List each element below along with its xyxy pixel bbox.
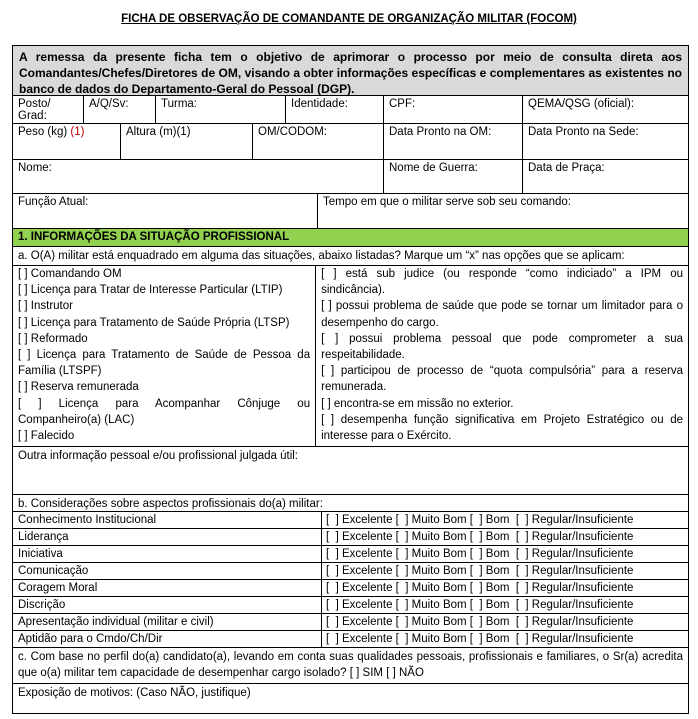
attribute-label: Aptidão para o Cmdo/Ch/Dir: [18, 633, 163, 645]
rating-options[interactable]: [ ] Excelente [ ] Muito Bom [ ] Bom [ ] Regular/Insuficiente: [321, 597, 633, 613]
attribute-row: [13, 563, 688, 580]
question-b: b. Considerações sobre aspectos profissionais do(a) militar:: [13, 495, 688, 512]
attribute-row: [13, 546, 688, 563]
question-a: a. O(A) militar está enquadrado em alguma das situações, abaixo listadas? Marque um “x” nas opções que se aplicam:: [13, 247, 688, 266]
row-names: [13, 160, 688, 194]
right-options-column: [316, 266, 688, 446]
row-function: [13, 194, 688, 229]
altura-field[interactable]: Altura (m)(1): [120, 124, 252, 159]
attribute-label: Discrição: [18, 599, 66, 611]
cpf-field[interactable]: CPF:: [383, 96, 522, 123]
attribute-label: Conhecimento Institucional: [18, 514, 157, 526]
option-ltspf[interactable]: [ ] Licença para Tratamento de Saúde de Pessoa da Família (LTSPF): [18, 349, 311, 378]
focom-form: [12, 45, 689, 714]
rating-options[interactable]: [ ] Excelente [ ] Muito Bom [ ] Bom [ ] Regular/Insuficiente: [321, 546, 633, 562]
data-praca-field[interactable]: Data de Praça:: [522, 160, 690, 193]
option-instrutor[interactable]: [ ] Instrutor: [18, 300, 73, 313]
rating-options[interactable]: [ ] Excelente [ ] Muito Bom [ ] Bom [ ] Regular/Insuficiente: [321, 631, 633, 647]
attribute-label: Coragem Moral: [18, 582, 98, 594]
attribute-row: [13, 614, 688, 631]
rating-options[interactable]: [ ] Excelente [ ] Muito Bom [ ] Bom [ ] Regular/Insuficiente: [321, 529, 633, 545]
option-lac[interactable]: [ ] Licença para Acompanhar Cônjuge ou Companheiro(a) (LAC): [18, 397, 311, 426]
attribute-row: [13, 529, 688, 546]
option-missao-exterior[interactable]: [ ] encontra-se em missão no exterior.: [321, 397, 514, 410]
row-identification: [13, 96, 688, 124]
attribute-label: Liderança: [18, 531, 69, 543]
om-field[interactable]: OM/CODOM:: [252, 124, 383, 159]
peso-footnote-ref: (1): [70, 126, 85, 138]
aqsv-field[interactable]: A/Q/Sv:: [83, 96, 155, 123]
option-sub-judice[interactable]: [ ] está sub judice (ou responde “como indiciado” a IPM ou sindicância).: [321, 268, 683, 297]
pronto-sede-field[interactable]: Data Pronto na Sede:: [522, 124, 690, 159]
option-problema-pessoal[interactable]: [ ] possui problema pessoal que pode comprometer a sua respeitabilidade.: [321, 332, 683, 362]
intro-text: A remessa da presente ficha tem o objetivo de aprimorar o processo por meio de consulta direta aos Comandantes/Chefes/Diretores de OM, visando a obter informações específicas e complementares as existentes no banco de dados do Departamento-Geral do Pessoal (DGP).: [13, 46, 688, 96]
rating-options[interactable]: [ ] Excelente [ ] Muito Bom [ ] Bom [ ] Regular/Insuficiente: [321, 614, 633, 630]
tempo-comando-field[interactable]: Tempo em que o militar serve sob seu comando:: [317, 194, 690, 228]
option-problema-saude[interactable]: [ ] possui problema de saúde que pode se tornar um limitador para o desempenho do cargo.: [321, 300, 683, 329]
rating-options[interactable]: [ ] Excelente [ ] Muito Bom [ ] Bom [ ] Regular/Insuficiente: [321, 580, 633, 596]
left-options-column: [13, 266, 316, 446]
option-quota-compulsoria[interactable]: [ ] participou de processo de “quota compulsória” para a reserva remunerada.: [321, 365, 683, 394]
outra-informacao-field[interactable]: Outra informação pessoal e/ou profissional julgada útil:: [13, 447, 688, 495]
identidade-field[interactable]: Identidade:: [285, 96, 383, 123]
attribute-label: Comunicação: [18, 565, 89, 577]
posto-field[interactable]: Posto/ Grad:: [18, 98, 51, 122]
rating-options[interactable]: [ ] Excelente [ ] Muito Bom [ ] Bom [ ] Regular/Insuficiente: [321, 563, 633, 579]
row-physical: [13, 124, 688, 160]
option-projeto-estrategico[interactable]: [ ] desempenha função significativa em Projeto Estratégico ou de interesse para o Exército.: [321, 413, 683, 443]
option-comandando-om[interactable]: [ ] Comandando OM: [18, 268, 122, 280]
attribute-row: [13, 597, 688, 614]
question-c[interactable]: c. Com base no perfil do(a) candidato(a), levando em conta suas qualidades pessoais, profissionais e familiares, o Sr(a) acredita que o(a) militar tem capacidade de desempenhar cargo isolado? [ ] SIM [ ] NÃO: [13, 648, 688, 684]
option-falecido[interactable]: [ ] Falecido: [18, 430, 75, 443]
attribute-row: [13, 580, 688, 597]
exposicao-motivos-field[interactable]: Exposição de motivos: (Caso NÃO, justifique): [18, 687, 251, 699]
section-1-header: 1. INFORMAÇÕES DA SITUAÇÃO PROFISSIONAL: [13, 229, 688, 247]
option-ltsp[interactable]: [ ] Licença para Tratamento de Saúde Própria (LTSP): [18, 316, 290, 329]
option-ltip[interactable]: [ ] Licença para Tratar de Interesse Particular (LTIP): [18, 284, 283, 297]
peso-field[interactable]: [13, 124, 120, 159]
qema-field[interactable]: QEMA/QSG (oficial):: [522, 96, 690, 123]
attribute-label: Iniciativa: [18, 548, 63, 560]
form-title: FICHA DE OBSERVAÇÃO DE COMANDANTE DE ORGANIZAÇÃO MILITAR (FOCOM): [121, 13, 577, 25]
rating-options[interactable]: [ ] Excelente [ ] Muito Bom [ ] Bom [ ] Regular/Insuficiente: [321, 512, 633, 528]
funcao-field[interactable]: Função Atual:: [18, 196, 89, 208]
pronto-om-field[interactable]: Data Pronto na OM:: [383, 124, 522, 159]
situation-options: [13, 266, 688, 447]
option-reserva-remunerada[interactable]: [ ] Reserva remunerada: [18, 381, 139, 394]
turma-field[interactable]: Turma:: [155, 96, 285, 123]
nome-guerra-field[interactable]: Nome de Guerra:: [383, 160, 522, 193]
attribute-label: Apresentação individual (militar e civil): [18, 616, 214, 628]
nome-field[interactable]: Nome:: [18, 162, 52, 174]
attribute-row: [13, 631, 688, 648]
option-reformado[interactable]: [ ] Reformado: [18, 332, 88, 345]
attribute-row: [13, 512, 688, 529]
peso-label: Peso (kg): [18, 126, 68, 138]
